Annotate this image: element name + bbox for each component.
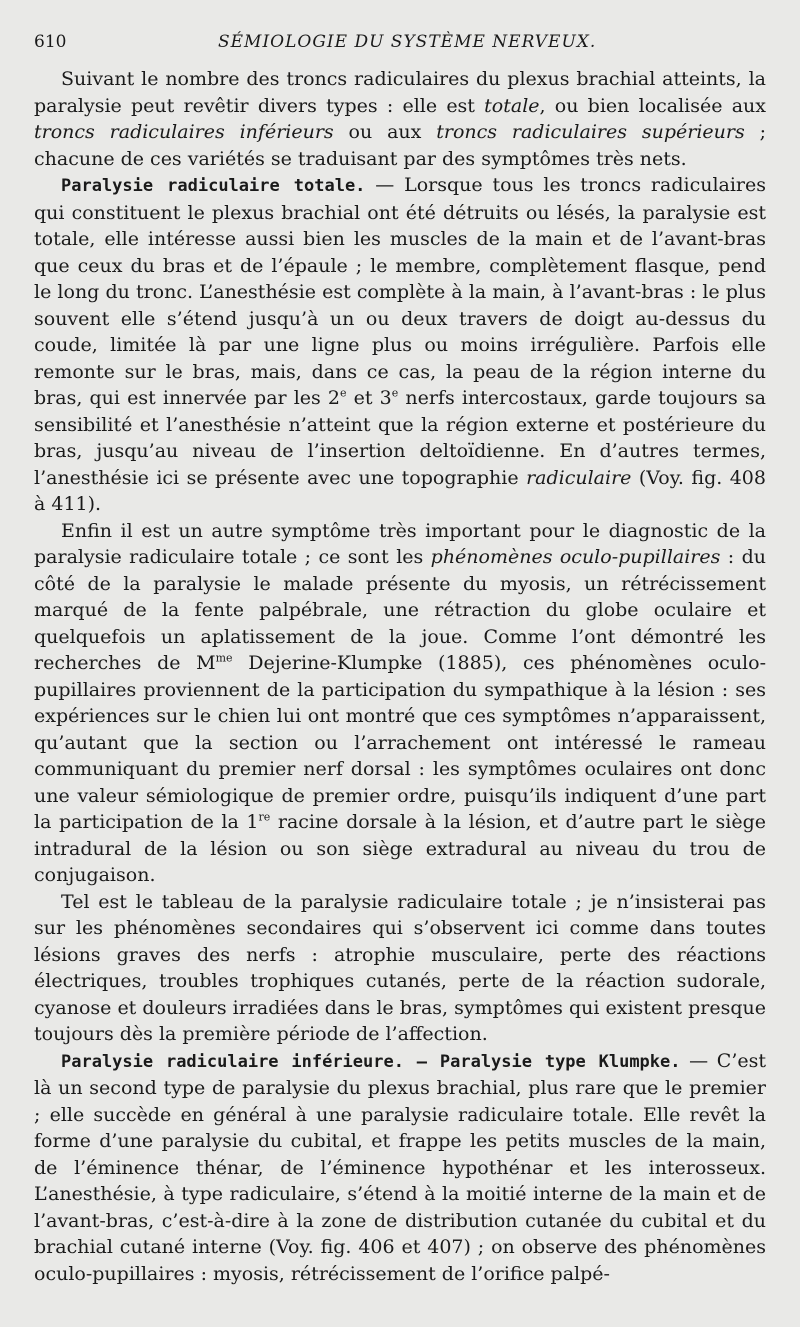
- superscript-run: re: [258, 810, 271, 824]
- italic-run: phénomènes oculo-pupillaires: [430, 546, 721, 568]
- italic-run: totale: [484, 94, 540, 117]
- superscript-run: e: [391, 386, 399, 400]
- text-run: Tel est le tableau de la paralysie radiculaire totale ; je n’insisterai pas sur les phénomènes secondaires qui s’observent ici comme dans toutes lésions graves des nerfs : atrophie musculaire, perte des réactions électriques, troubles trophiques cutanés, perte de la réaction sudorale, cyanose et douleurs irradiées dans le bras, symptômes qui existent presque toujours dès la première période de l’affection.: [34, 890, 766, 1045]
- superscript-run: e: [340, 386, 347, 400]
- superscript-run: me: [215, 651, 233, 665]
- page-number: 610: [34, 32, 67, 52]
- body-text: [34, 66, 766, 1287]
- italic-run: troncs radiculaires inférieurs: [34, 121, 334, 143]
- page-header: [0, 32, 800, 56]
- text-run: (Voy. fig. 408 à 411).: [34, 466, 766, 515]
- italic-run: radiculaire: [526, 466, 632, 489]
- paragraph: [34, 1048, 766, 1288]
- paragraph: [34, 172, 766, 518]
- paragraph: [34, 889, 766, 1048]
- text-run: racine dorsale à la lésion, et d’autre part le siège intradural de la lésion ou son siège extradural au niveau du trou de conjugaison.: [34, 811, 766, 886]
- text-run: — C’est là un second type de paralysie du plexus brachial, plus rare que le premier ; elle succède en général à une paralysie radiculaire totale. Elle revêt la forme d’une paralysie du cubital, et frappe les petits muscles de la main, de l’éminence thénar, de l’éminence hypothénar et les interosseux. L’anesthésie, à type radiculaire, s’étend à la moitié interne de la main et de l’avant-bras, c’est-à-dire à la zone de distribution cutanée du cubital et du brachial cutané interne (Voy. fig. 406 et 407) ; on observe des phénomènes oculo-pupillaires : myosis, rétrécissement de l’orifice palpé-: [34, 1049, 766, 1285]
- text-run: : du côté de la paralysie le malade présente du myosis, un rétrécissement marqué de la fente palpébrale, une rétraction du globe oculaire et quelquefois un aplatissement de la joue. Comme l’ont démontré les recherches de M: [34, 546, 766, 674]
- text-run: nerfs intercostaux, garde toujours sa sensibilité et l’anesthésie n’atteint que la région externe et postérieure du bras, jusqu’au niveau de l’insertion deltoïdienne. En d’autres termes, l’anesthésie ici se présente avec une topographie: [34, 387, 766, 489]
- paragraph: [34, 66, 766, 172]
- text-run: Enfin il est un autre symptôme très important pour le diagnostic de la paralysie radiculaire totale ; ce sont les: [34, 519, 766, 568]
- italic-run: troncs radiculaires supérieurs: [436, 121, 745, 143]
- text-run: Dejerine-Klumpke (1885), ces phénomènes oculo-pupillaires proviennent de la participation du sympathique à la lésion : ses expériences sur le chien lui ont montré que ces symptômes n’apparaissent, qu’autant que la section ou l’arrachement ont intéressé le rameau communiquant du premier nerf dorsal : les symptômes oculaires ont donc une valeur sémiologique de premier ordre, puisqu’ils indiquent d’une part la participation de la 1: [34, 652, 766, 833]
- text-run: Suivant le nombre des troncs radiculaires du plexus brachial atteints, la paralysie peut revêtir divers types : elle est: [34, 68, 766, 117]
- text-run: ou aux: [333, 121, 437, 143]
- text-run: ; chacune de ces variétés se traduisant par des symptômes très nets.: [34, 121, 766, 170]
- text-run: et 3: [346, 387, 392, 409]
- paragraph: [34, 518, 766, 889]
- running-title: SÉMIOLOGIE DU SYSTÈME NERVEUX.: [218, 32, 597, 52]
- text-run: , ou bien localisée aux: [539, 94, 766, 117]
- section-heading: Paralysie radiculaire totale.: [61, 176, 366, 196]
- text-run: — Lorsque tous les troncs radiculaires qui constituent le plexus brachial ont été détruits ou lésés, la paralysie est totale, elle intéresse aussi bien les muscles de la main et de l’avant-bras que ceux du bras et de l’épaule ; le membre, complètement flasque, pend le long du tronc. L’anesthésie est complète à la main, à l’avant-bras : le plus souvent elle s’étend jusqu’à un ou deux travers de doigt au-dessus du coude, limitée là par une ligne plus ou moins irrégulière. Parfois elle remonte sur le bras, mais, dans ce cas, la peau de la région interne du bras, qui est innervée par les 2: [34, 174, 766, 409]
- section-heading: Paralysie radiculaire inférieure. — Paralysie type Klumpke.: [61, 1051, 681, 1072]
